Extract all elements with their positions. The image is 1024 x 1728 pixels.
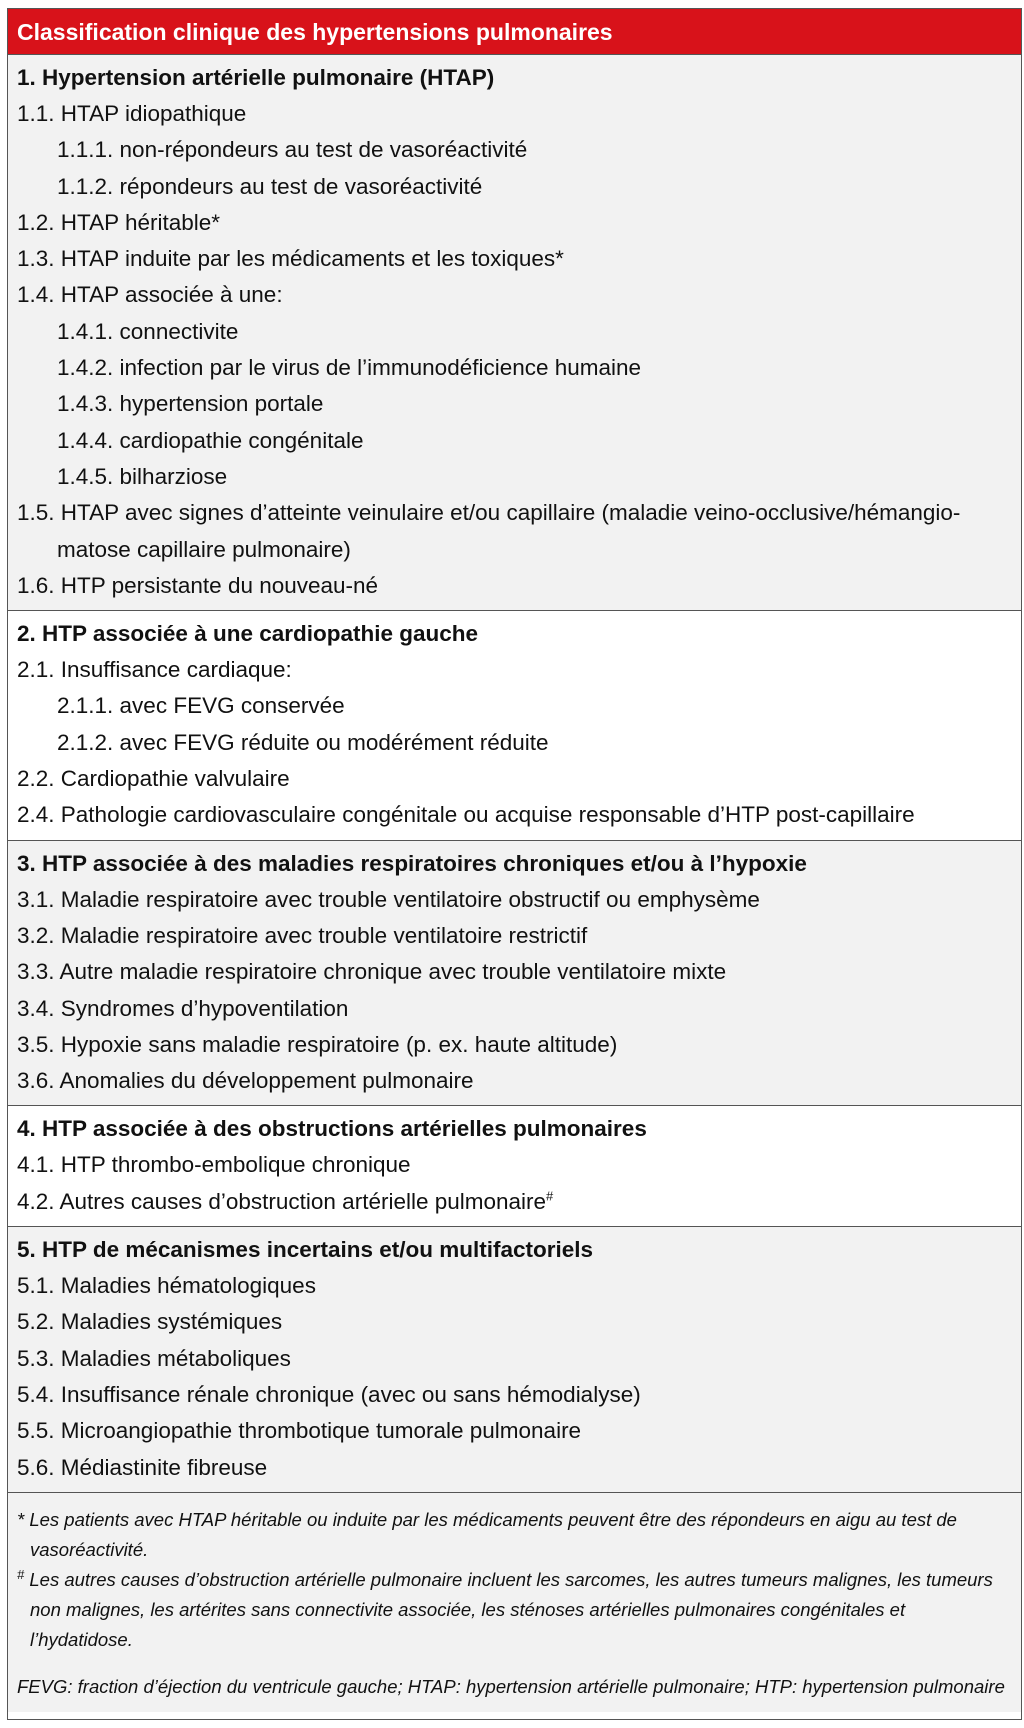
list-item: 3.1. Maladie respiratoire avec trouble ventilatoire obstructif ou emphysème (17, 886, 760, 912)
list-item: 5.2. Maladies systémiques (17, 1309, 283, 1335)
list-item: 3.4. Syndromes d’hypoventilation (17, 995, 349, 1021)
list-item: 1.2. HTAP héritable* (17, 209, 221, 235)
section-title: 5. HTP de mécanismes incertains et/ou multifactoriels (17, 1237, 594, 1263)
list-item: 1.1.2. répondeurs au test de vasoréactivité (57, 173, 483, 199)
list-item: 5.3. Maladies métaboliques (17, 1345, 291, 1371)
section-5 (8, 1227, 1021, 1493)
list-item: 1.1. HTAP idiopathique (17, 101, 247, 126)
list-item: 1.3. HTAP induite par les médicaments et les toxiques* (17, 246, 564, 272)
list-item: 1.4.2. infection par le virus de l’immunodéficience humaine (57, 355, 642, 381)
section-title: 2. HTP associée à une cardiopathie gauche (17, 621, 479, 647)
section-3 (8, 841, 1021, 1107)
list-item: 2.1.1. avec FEVG conservée (57, 693, 345, 719)
section-1 (8, 55, 1021, 611)
list-item: 2.2. Cardiopathie valvulaire (17, 766, 290, 792)
section-2 (8, 611, 1021, 840)
list-item: 1.5. HTAP avec signes d’atteinte veinulaire et/ou capillaire (maladie veino-occlusive/hémangio- (17, 500, 961, 526)
list-item: 3.2. Maladie respiratoire avec trouble ventilatoire restrictif (17, 922, 588, 948)
list-item: 1.1.1. non-répondeurs au test de vasoréactivité (57, 137, 528, 163)
classification-table (7, 8, 1022, 1720)
list-item: 2.4. Pathologie cardiovasculaire congénitale ou acquise responsable d’HTP post-capillaire (17, 802, 915, 828)
footnote-star: * Les patients avec HTAP héritable ou induite par les médicaments peuvent être des répondeurs en aigu au test de vasoréactivité. (17, 1508, 957, 1560)
list-item: 1.6. HTP persistante du nouveau-né (17, 572, 379, 598)
list-item: 5.4. Insuffisance rénale chronique (avec ou sans hémodialyse) (17, 1381, 641, 1407)
list-item: 3.5. Hypoxie sans maladie respiratoire (p. ex. haute altitude) (17, 1031, 618, 1057)
table-header: Classification clinique des hypertensions pulmonaires (8, 9, 1021, 55)
section-4 (8, 1106, 1021, 1227)
abbreviations: FEVG: fraction d’éjection du ventricule gauche; HTAP: hypertension artérielle pulmonaire; HTP: hypertension pulmonaire (17, 1675, 1005, 1697)
list-item: 3.3. Autre maladie respiratoire chronique avec trouble ventilatoire mixte (17, 959, 727, 985)
footnotes (8, 1493, 1021, 1712)
list-item: 2.1.2. avec FEVG réduite ou modérément réduite (57, 729, 549, 755)
list-item-text: 4.2. Autres causes d’obstruction artérielle pulmonaire (17, 1188, 547, 1214)
list-item: 1.4.1. connectivite (57, 318, 239, 344)
list-item: 1.4.3. hypertension portale (57, 391, 324, 417)
footnote-text: Les autres causes d’obstruction artérielle pulmonaire incluent les sarcomes, les autres tumeurs malignes, les tumeurs non malignes, les artérites sans connectivite associée, les sténoses artérielles pulmonaires congénitales et l’hydatidose. (24, 1568, 993, 1650)
list-item: 4.1. HTP thrombo-embolique chronique (17, 1152, 411, 1178)
list-item: 5.1. Maladies hématologiques (17, 1273, 316, 1299)
section-title: 3. HTP associée à des maladies respiratoires chroniques et/ou à l’hypoxie (17, 850, 807, 876)
list-item-continuation: matose capillaire pulmonaire) (57, 536, 351, 562)
section-title: 4. HTP associée à des obstructions artérielles pulmonaires (17, 1116, 647, 1142)
section-title: 1. Hypertension artérielle pulmonaire (HTAP) (17, 65, 495, 90)
list-item: 1.4.5. bilharziose (57, 463, 228, 489)
footnote-hash (17, 1565, 1009, 1655)
list-item: 1.4. HTAP associée à une: (17, 282, 283, 308)
list-item: 3.6. Anomalies du développement pulmonaire (17, 1068, 474, 1094)
footnote-mark: # (546, 1188, 554, 1204)
footnote-mark: # (17, 1566, 25, 1582)
list-item: 5.6. Médiastinite fibreuse (17, 1454, 268, 1480)
list-item: 2.1. Insuffisance cardiaque: (17, 657, 292, 683)
list-item: 1.4.4. cardiopathie congénitale (57, 427, 364, 453)
list-item (17, 1184, 1021, 1220)
list-item: 5.5. Microangiopathie thrombotique tumorale pulmonaire (17, 1418, 582, 1444)
